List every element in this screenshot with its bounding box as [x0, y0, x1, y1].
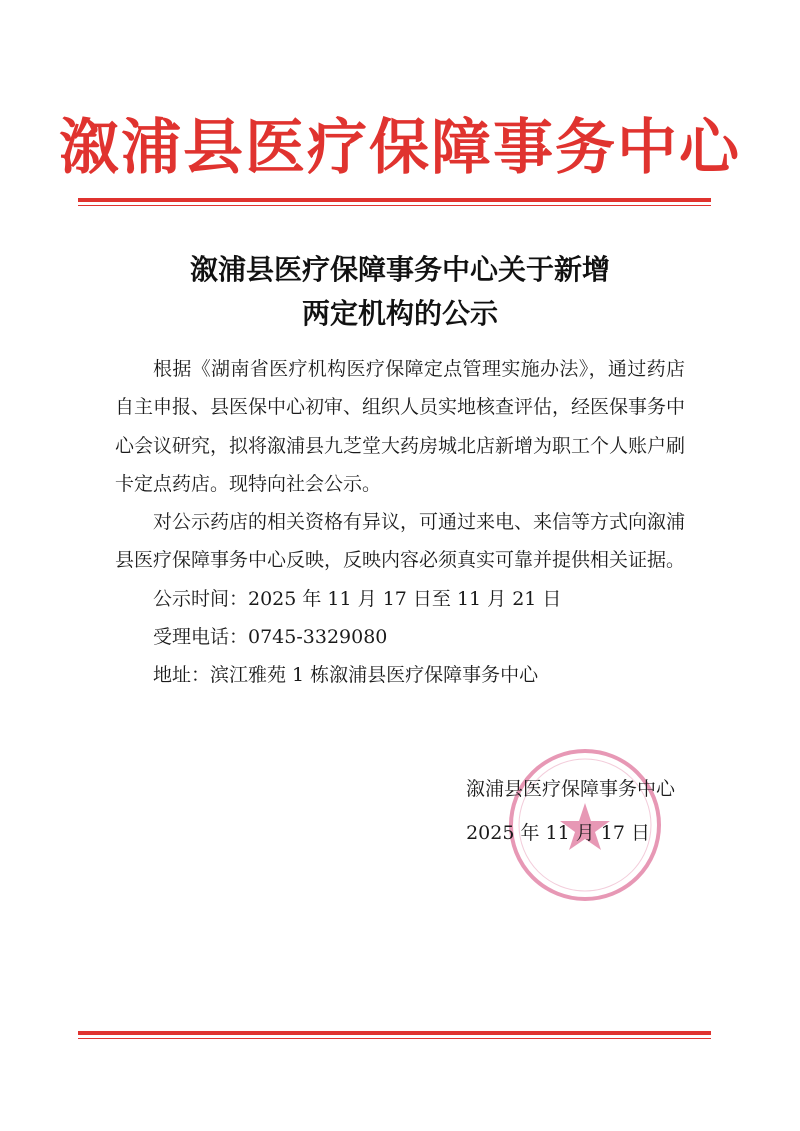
- document-title: [0, 248, 800, 336]
- document-body: [115, 350, 685, 695]
- document-title-line-2: 两定机构的公示: [301, 297, 498, 330]
- document-title-line-1: 溆浦县医疗保障事务中心关于新增: [189, 253, 610, 286]
- masthead-title: 溆浦县医疗保障事务中心: [59, 113, 741, 183]
- body-paragraph-1: 根据《湖南省医疗机构医疗保障定点管理实施办法》，通过药店自主申报、县医保中心初审、组织人员实地核查评估，经医保事务中心会议研究，拟将溆浦县九芝堂大药房城北店新增为职工个人账户刷卡定点药店。现特向社会公示。: [115, 358, 686, 495]
- contact-phone: 受理电话：0745-3329080: [153, 626, 388, 649]
- body-paragraph-2: 对公示药店的相关资格有异议，可通过来电、来信等方式向溆浦县医疗保障事务中心反映，反映内容必须真实可靠并提供相关证据。: [115, 511, 686, 572]
- contact-address: 地址：滨江雅苑 1 栋溆浦县医疗保障事务中心: [153, 664, 539, 687]
- signature-organization: 溆浦县医疗保障事务中心: [465, 778, 675, 800]
- masthead-divider: [78, 198, 711, 206]
- footer-divider: [78, 1031, 711, 1039]
- signature-date: 2025 年 11 月 17 日: [466, 822, 650, 844]
- publicity-period: 公示时间：2025 年 11 月 17 日至 11 月 21 日: [153, 587, 562, 610]
